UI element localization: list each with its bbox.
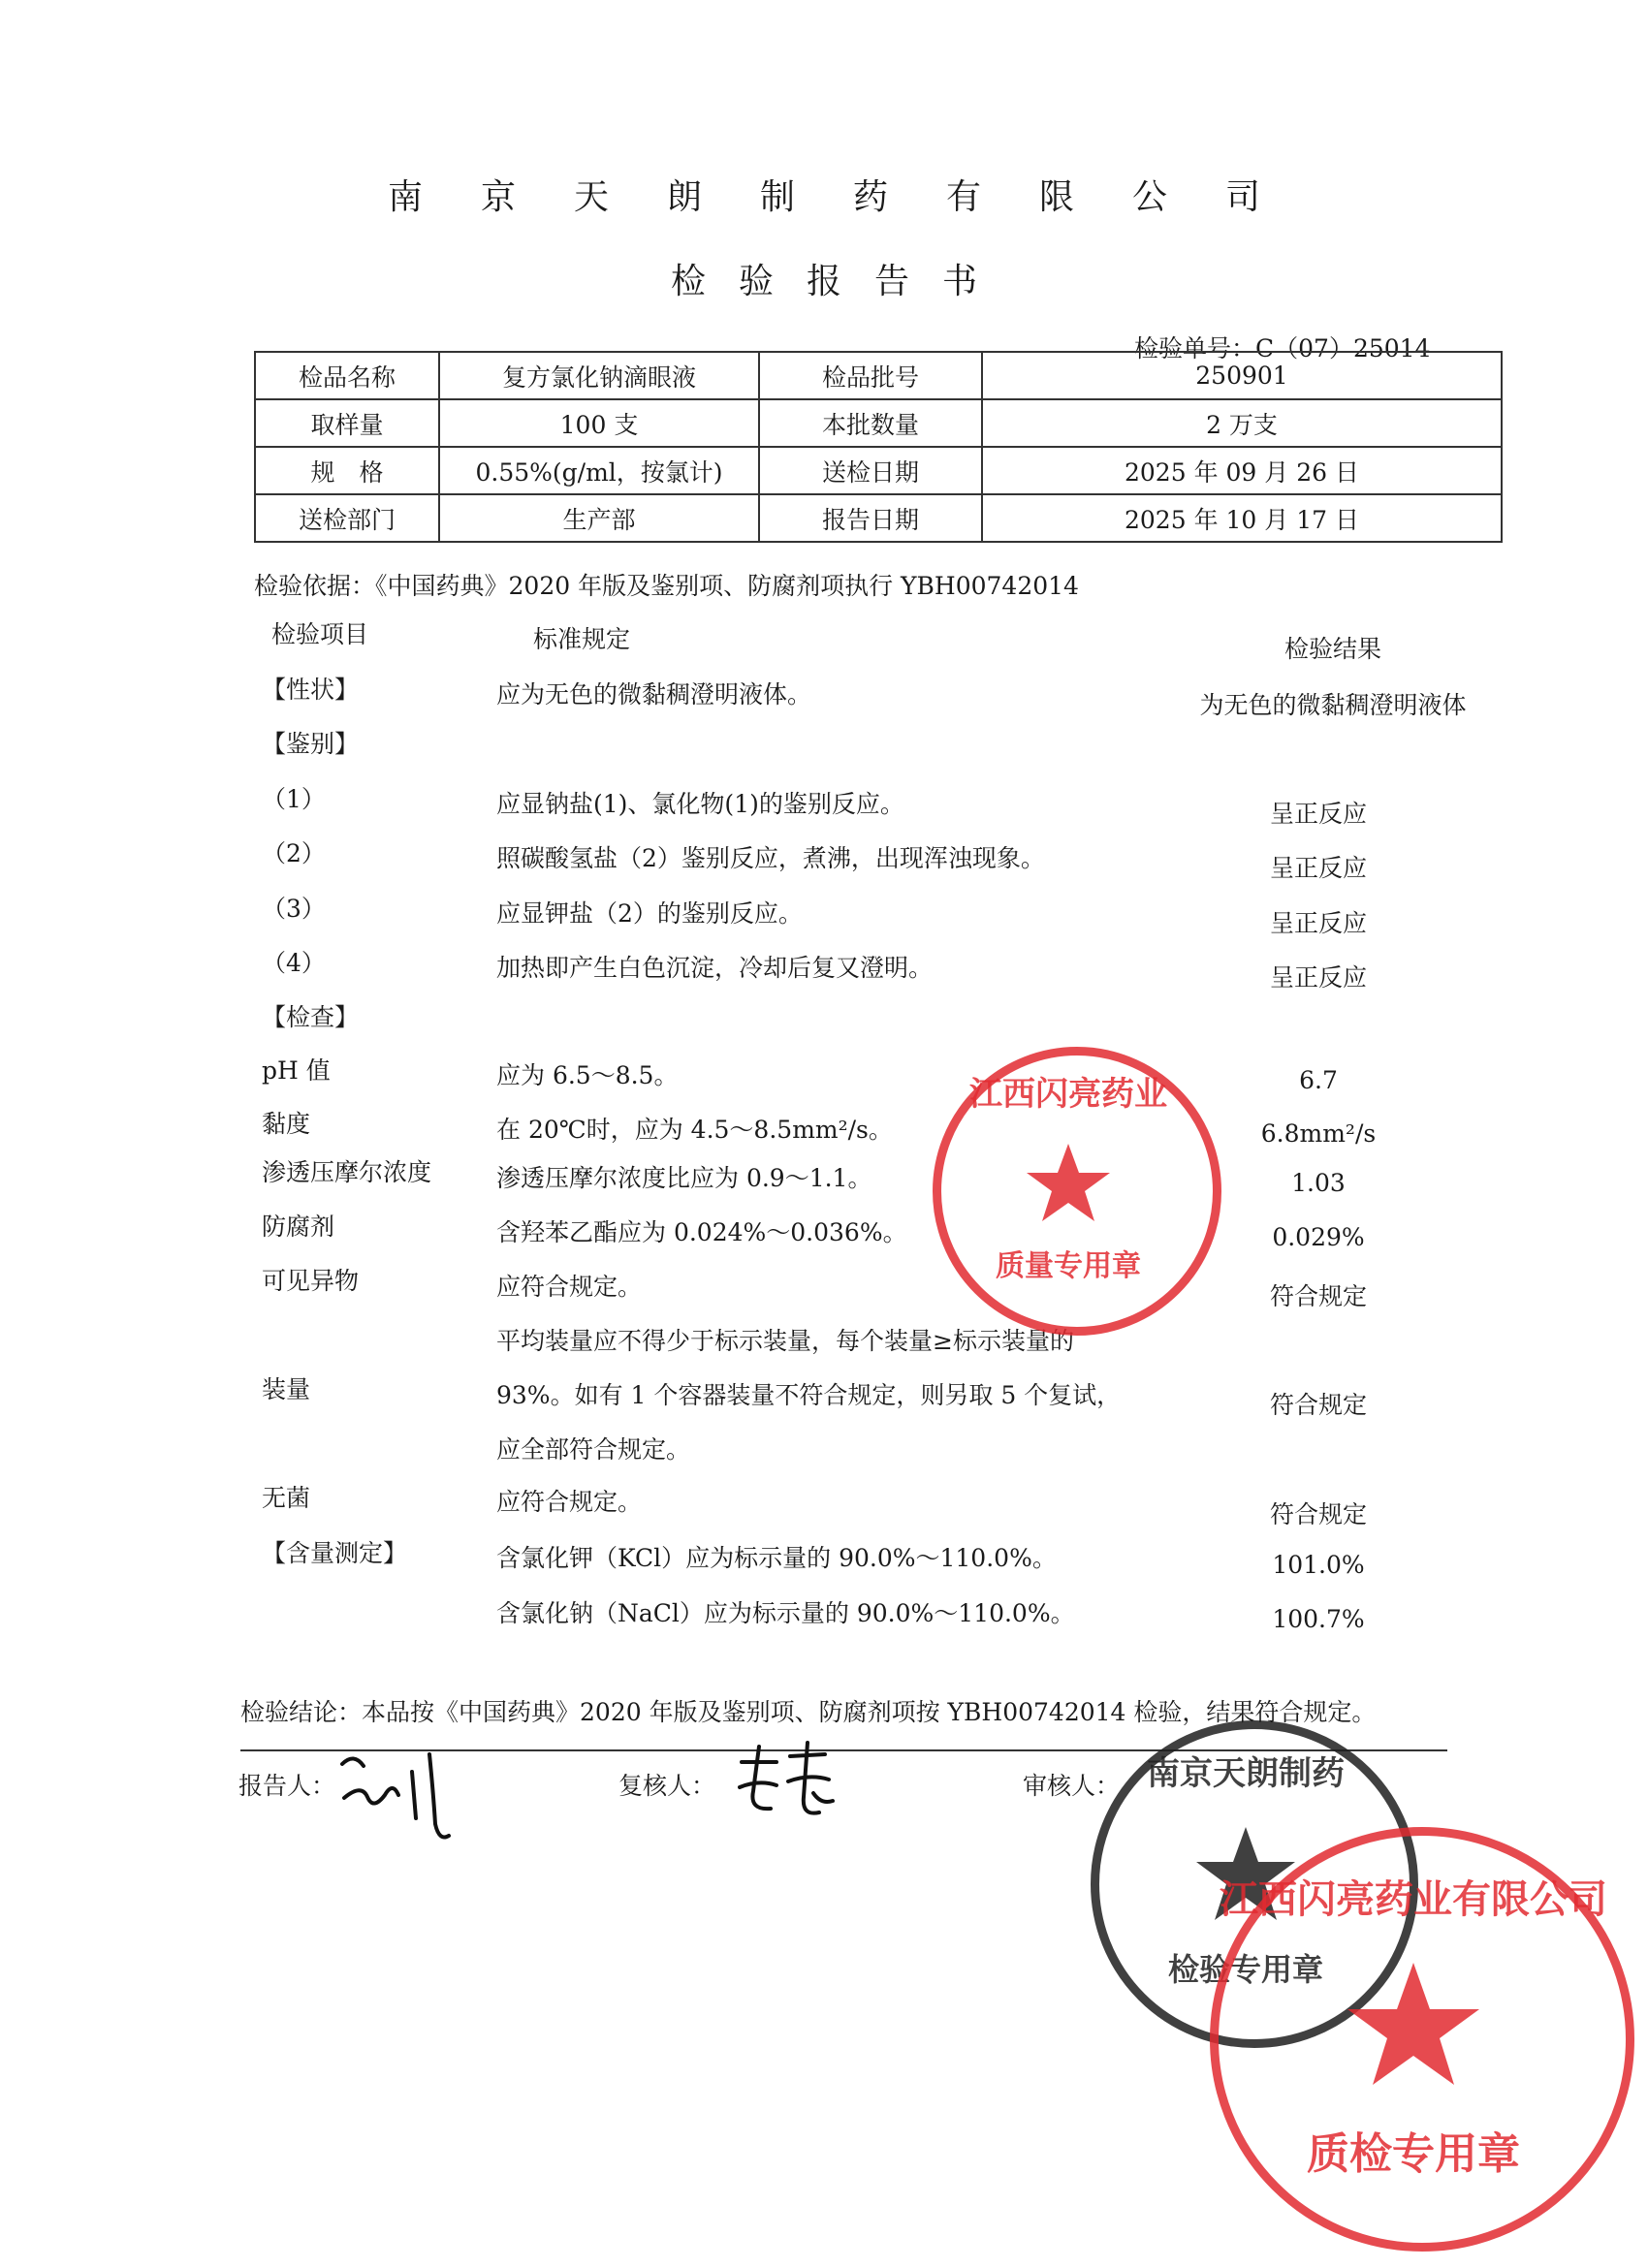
reviewer-signature <box>732 1735 848 1842</box>
sample-label: 取样量 <box>255 399 439 447</box>
submit-date-label: 送检日期 <box>759 447 982 494</box>
inspection-basis: 检验依据：《中国药典》2020 年版及鉴别项、防腐剂项执行 YBH00742014 <box>254 572 1079 600</box>
quality-seal-stamp <box>933 1047 1221 1336</box>
row-item: （1） <box>262 785 326 813</box>
sample-value: 100 支 <box>439 399 759 447</box>
row-result: 101.0% <box>1272 1551 1365 1579</box>
row-item: （2） <box>262 839 326 867</box>
row-standard: 含氯化钾（KCl）应为标示量的 90.0%～110.0%。 <box>496 1544 1057 1572</box>
document-title: 检验报告书 <box>670 262 1010 301</box>
row-item: pH 值 <box>262 1056 331 1085</box>
row-item: （4） <box>262 949 326 977</box>
row-result: 0.029% <box>1272 1223 1365 1251</box>
row-standard: 应为无色的微黏稠澄明液体。 <box>496 680 812 709</box>
table-row <box>255 447 1502 494</box>
table-row <box>255 399 1502 447</box>
row-standard: 应符合规定。 <box>496 1273 643 1301</box>
row-item: 渗透压摩尔浓度 <box>262 1158 432 1186</box>
row-item: 【鉴别】 <box>262 730 360 758</box>
row-standard: 应符合规定。 <box>496 1488 643 1516</box>
row-result: 1.03 <box>1291 1169 1346 1197</box>
row-item: 【含量测定】 <box>262 1539 408 1567</box>
row-standard: 应显钾盐（2）的鉴别反应。 <box>496 899 803 928</box>
svg-text:南京天朗制药: 南京天朗制药 <box>1147 1754 1345 1793</box>
svg-text:检验专用章: 检验专用章 <box>1167 1951 1324 1988</box>
spec-label: 规 格 <box>255 447 439 494</box>
company-name: 南京天朗制药有限公司 <box>387 177 1318 217</box>
column-header-standard: 标准规定 <box>533 625 631 653</box>
row-result: 100.7% <box>1272 1605 1365 1633</box>
table-row <box>255 494 1502 542</box>
row-standard: 渗透压摩尔浓度比应为 0.9～1.1。 <box>496 1164 872 1192</box>
row-item: 装量 <box>262 1375 311 1403</box>
batch-value: 250901 <box>982 352 1502 399</box>
batch-label: 检品批号 <box>759 352 982 399</box>
row-result: 呈正反应 <box>1269 909 1367 937</box>
dept-label: 送检部门 <box>255 494 439 542</box>
row-item: 【检查】 <box>262 1003 360 1031</box>
report-date-value: 2025 年 10 月 17 日 <box>982 494 1502 542</box>
svg-text:质量专用章: 质量专用章 <box>996 1249 1141 1283</box>
row-item: 无菌 <box>262 1484 311 1512</box>
quality-inspection-seal-stamp <box>1210 1827 1634 2252</box>
row-standard: 在 20℃时，应为 4.5～8.5mm²/s。 <box>496 1116 893 1144</box>
spec-value: 0.55%(g/ml，按氯计) <box>439 447 759 494</box>
name-label: 检品名称 <box>255 352 439 399</box>
row-item: 【性状】 <box>262 676 360 704</box>
row-standard-line: 应全部符合规定。 <box>496 1435 691 1464</box>
row-standard: 照碳酸氢盐（2）鉴别反应，煮沸，出现浑浊现象。 <box>496 844 1045 872</box>
row-standard-line: 平均装量应不得少于标示装量，每个装量≥标示装量的 <box>496 1327 1074 1355</box>
name-value: 复方氯化钠滴眼液 <box>439 352 759 399</box>
row-result: 6.7 <box>1299 1066 1338 1094</box>
inspection-conclusion: 检验结论：本品按《中国药典》2020 年版及鉴别项、防腐剂项按 YBH00742014 检验，结果符合规定。 <box>240 1698 1377 1726</box>
row-result: 为无色的微黏稠澄明液体 <box>1199 691 1467 719</box>
row-standard: 含氯化钠（NaCl）应为标示量的 90.0%～110.0%。 <box>496 1599 1075 1627</box>
row-result: 呈正反应 <box>1269 963 1367 992</box>
row-item: （3） <box>262 895 326 923</box>
column-header-item: 检验项目 <box>271 620 369 648</box>
approver-label: 审核人： <box>1023 1772 1121 1800</box>
row-result: 呈正反应 <box>1269 854 1367 882</box>
reviewer-label: 复核人： <box>618 1772 716 1800</box>
quantity-label: 本批数量 <box>759 399 982 447</box>
reporter-label: 报告人： <box>238 1772 336 1800</box>
quantity-value: 2 万支 <box>982 399 1502 447</box>
row-standard: 应为 6.5～8.5。 <box>496 1061 679 1089</box>
row-standard: 含羟苯乙酯应为 0.024%～0.036%。 <box>496 1218 907 1246</box>
row-result: 呈正反应 <box>1269 800 1367 828</box>
submit-date-value: 2025 年 09 月 26 日 <box>982 447 1502 494</box>
row-standard-line: 93%。如有 1 个容器装量不符合规定，则另取 5 个复试， <box>496 1381 1122 1409</box>
row-result: 符合规定 <box>1269 1391 1367 1419</box>
column-header-result: 检验结果 <box>1284 635 1382 663</box>
report-number: 检验单号：C（07）25014 <box>1134 334 1431 362</box>
row-result: 符合规定 <box>1269 1500 1367 1528</box>
table-row <box>255 352 1502 399</box>
dept-value: 生产部 <box>439 494 759 542</box>
report-date-label: 报告日期 <box>759 494 982 542</box>
row-item: 可见异物 <box>262 1267 360 1295</box>
row-result: 符合规定 <box>1269 1282 1367 1310</box>
svg-text:质检专用章: 质检专用章 <box>1307 2129 1520 2179</box>
row-standard: 应显钠盐(1)、氯化物(1)的鉴别反应。 <box>496 790 904 818</box>
row-standard: 加热即产生白色沉淀，冷却后复又澄明。 <box>496 954 934 982</box>
svg-text:江西闪亮药业有限公司: 江西闪亮药业有限公司 <box>1220 1877 1607 1922</box>
row-item: 黏度 <box>262 1110 311 1138</box>
svg-text:江西闪亮药业: 江西闪亮药业 <box>969 1075 1167 1114</box>
reporter-signature <box>334 1735 480 1851</box>
row-item: 防腐剂 <box>262 1213 335 1241</box>
row-result: 6.8mm²/s <box>1260 1119 1377 1148</box>
info-table <box>254 351 1503 543</box>
